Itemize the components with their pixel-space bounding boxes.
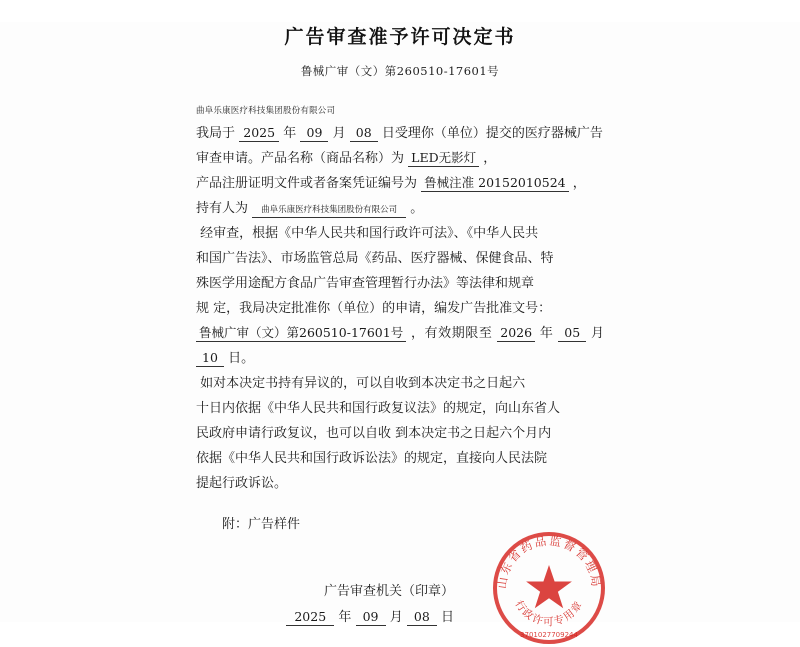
approval-number-field: 鲁械广审（文）第260510-17601号 (196, 324, 406, 342)
sign-day-unit: 日 (440, 610, 454, 625)
para3-line4: 依据《中华人民共和国行政诉讼法》的规定，直接向人民法院 (196, 451, 548, 466)
para3-line2: 十日内依据《中华人民共和国行政复议法》的规定，向山东省人 (196, 401, 561, 416)
holder-field: 曲阜乐康医疗科技集团股份有限公司 (252, 204, 406, 218)
issuing-authority: 广告审查机关（印章） (323, 584, 454, 599)
sign-day-field: 08 (407, 608, 437, 626)
official-seal-stamp (490, 529, 608, 647)
document-number: 鲁械广审（文）第260510-17601号 (300, 64, 500, 78)
para3-line1: 如对本决定书持有异议的，可以自收到本决定书之日起六 (200, 376, 526, 391)
accept-year-field: 2025 (239, 124, 279, 142)
accept-month-field: 09 (300, 124, 328, 142)
para1-line3-prefix: 产品注册证明文件或者备案凭证编号为 (196, 176, 418, 191)
valid-day-field: 10 (196, 349, 224, 367)
para1-line3-suffix: ， (572, 176, 586, 191)
para2-line4: 规 定，我局决定批准你（单位）的申请，编发广告批准文号： (196, 301, 552, 316)
page-title: 广告审查准予许可决定书 (284, 26, 516, 48)
para1-line4-prefix: 持有人为 (196, 201, 249, 216)
registration-number-field: 鲁械注准 20152010524 (421, 174, 568, 192)
para1-line4-suffix: 。 (410, 201, 424, 216)
para2-line2: 和国广告法》、市场监管总局《药品、医疗器械、保健食品、特 (196, 251, 554, 266)
para3-line3: 民政府申请行政复议，也可以自收 到本决定书之日起六个月内 (196, 426, 552, 441)
sign-year-unit: 年 (338, 610, 352, 625)
valid-year-field: 2026 (497, 324, 535, 342)
product-name-field: LED无影灯 (408, 149, 479, 167)
signature-date (196, 605, 454, 631)
paragraph-appeal (196, 371, 604, 496)
valid-month-field: 05 (558, 324, 586, 342)
para1-line2-prefix: 审查申请。产品名称（商品名称）为 (196, 151, 405, 166)
svg-text:行政许可专用章: 行政许可专用章 (512, 598, 586, 628)
accept-month-unit: 月 (332, 126, 346, 141)
accept-day-suffix: 日受理你（单位）提交的医疗器械广告 (381, 126, 603, 141)
signature-block (196, 579, 454, 631)
valid-day-unit: 日。 (228, 351, 255, 366)
sign-month-unit: 月 (389, 610, 403, 625)
paragraph-review (196, 221, 604, 371)
valid-year-unit: 年 (539, 326, 554, 341)
para2-valid-prefix: ，有效期限至 (410, 326, 493, 341)
accept-day-field: 08 (350, 124, 378, 142)
paragraph-acceptance (196, 121, 604, 221)
para1-line2-suffix: ， (483, 151, 497, 166)
attachment-note: 附：广告样件 (222, 517, 301, 532)
document-page (0, 22, 800, 639)
sign-year-field: 2025 (286, 608, 334, 626)
svg-text:3701027709244: 3701027709244 (520, 631, 578, 639)
applicant-company-label: 曲阜乐康医疗科技集团股份有限公司 (196, 106, 336, 116)
para2-line1: 经审查，根据《中华人民共和国行政许可法》、《中华人民共 (200, 226, 539, 241)
para1-prefix: 我局于 (196, 126, 236, 141)
para3-line5: 提起行政诉讼。 (196, 476, 288, 491)
para2-line3: 殊医学用途配方食品广告审查管理暂行办法》等法律和规章 (196, 276, 535, 291)
sign-month-field: 09 (356, 608, 386, 626)
accept-year-unit: 年 (283, 126, 297, 141)
valid-month-unit: 月 (590, 326, 604, 341)
svg-text:山东省药品监督管理局: 山东省药品监督管理局 (494, 533, 604, 590)
